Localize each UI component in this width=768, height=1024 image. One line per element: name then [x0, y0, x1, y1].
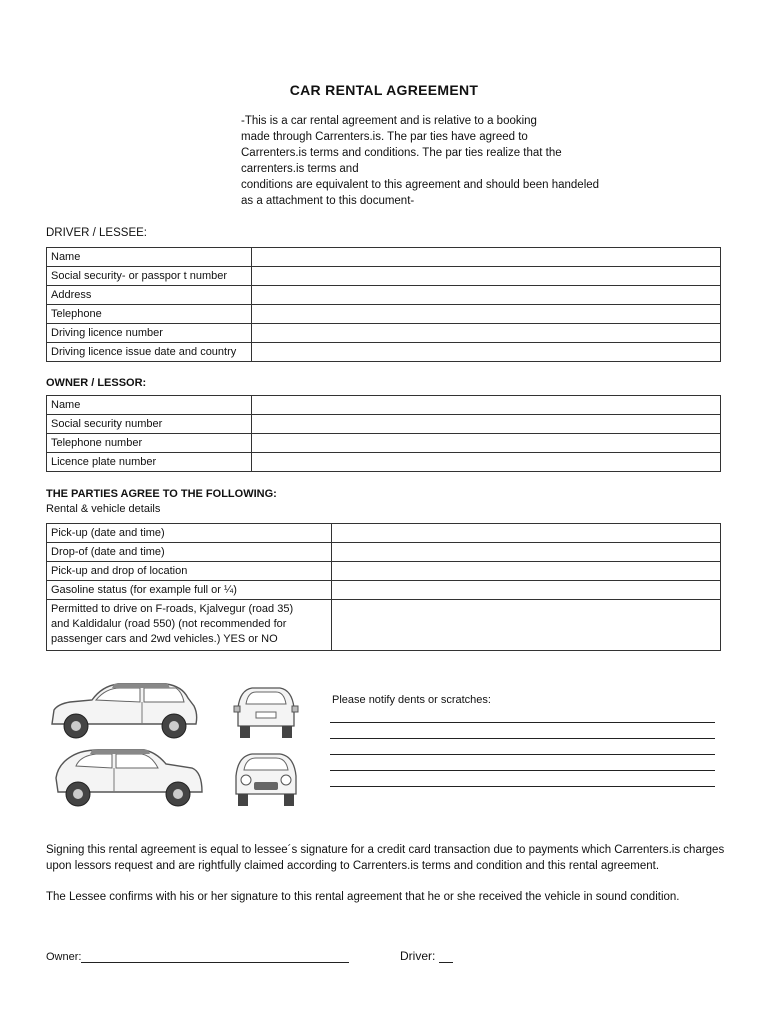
owner-heading: OWNER / LESSOR:	[46, 377, 147, 389]
driver-telephone-field[interactable]	[252, 305, 721, 324]
table-row	[47, 343, 721, 362]
field-label: Gasoline status (for example full or ¼)	[47, 581, 332, 600]
car-rear-icon	[232, 686, 300, 740]
table-row	[47, 267, 721, 286]
agreement-subheading: Rental & vehicle details	[46, 503, 161, 515]
table-row	[47, 434, 721, 453]
intro-line: made through Carrenters.is. The par ties have agreed to	[241, 131, 528, 143]
owner-name-field[interactable]	[252, 396, 721, 415]
field-label: Pick-up (date and time)	[47, 524, 332, 543]
field-label: Address	[47, 286, 252, 305]
field-label: Name	[47, 396, 252, 415]
field-label: Licence plate number	[47, 453, 252, 472]
table-row	[47, 415, 721, 434]
permit-line: passenger cars and 2wd vehicles.) YES or NO	[51, 633, 278, 645]
table-row	[47, 286, 721, 305]
owner-signature-label: Owner:	[46, 951, 82, 963]
driver-signature	[400, 949, 453, 963]
table-row	[47, 543, 721, 562]
field-label: Telephone number	[47, 434, 252, 453]
field-label: Name	[47, 248, 252, 267]
owner-plate-field[interactable]	[252, 453, 721, 472]
driver-signature-label: Driver:	[400, 949, 436, 963]
table-row	[47, 324, 721, 343]
car-side-right-icon	[48, 680, 200, 744]
intro-line: as a attachment to this document-	[241, 195, 415, 207]
permit-line: and Kaldidalur (road 550) (not recommended for	[51, 618, 287, 630]
paragraph-line: Signing this rental agreement is equal to lessee´s signature for a credit card transaction due to payments which Carrenters.is charges	[46, 844, 725, 856]
pickup-field[interactable]	[332, 524, 721, 543]
document-title: CAR RENTAL AGREEMENT	[289, 82, 479, 98]
gasoline-field[interactable]	[332, 581, 721, 600]
intro-line: Carrenters.is terms and conditions. The par ties realize that the	[241, 147, 562, 159]
table-row	[47, 581, 721, 600]
field-label	[47, 600, 332, 651]
owner-telephone-field[interactable]	[252, 434, 721, 453]
damage-notes-line-3[interactable]	[330, 754, 715, 755]
owner-table	[46, 395, 721, 472]
vehicle-condition-paragraph: The Lessee confirms with his or her signature to this rental agreement that he or she received the vehicle in sound condition.	[46, 891, 680, 903]
field-label: Driving licence number	[47, 324, 252, 343]
damage-notes-line-1[interactable]	[330, 722, 715, 723]
paragraph-line: upon lessors request and are rightfully claimed according to Carrenters.is terms and condition and this rental agreement.	[46, 860, 660, 872]
owner-signature-line[interactable]	[81, 950, 349, 963]
intro-line: conditions are equivalent to this agreement and should been handeled	[241, 179, 600, 191]
driver-signature-line[interactable]	[439, 950, 453, 963]
driver-id-field[interactable]	[252, 267, 721, 286]
field-label: Telephone	[47, 305, 252, 324]
agreement-heading: THE PARTIES AGREE TO THE FOLLOWING:	[46, 488, 277, 500]
damage-notes-line-4[interactable]	[330, 770, 715, 771]
f-roads-permit-field[interactable]	[332, 600, 721, 651]
table-row	[47, 453, 721, 472]
field-label: Drop-of (date and time)	[47, 543, 332, 562]
table-row	[47, 305, 721, 324]
driver-heading: DRIVER / LESSEE:	[46, 227, 147, 239]
owner-ssn-field[interactable]	[252, 415, 721, 434]
driver-licence-issue-field[interactable]	[252, 343, 721, 362]
field-label: Pick-up and drop of location	[47, 562, 332, 581]
intro-text	[241, 113, 601, 209]
table-row	[47, 248, 721, 267]
field-label: Social security- or passpor t number	[47, 267, 252, 286]
table-row	[47, 562, 721, 581]
driver-address-field[interactable]	[252, 286, 721, 305]
damage-notes-line-5[interactable]	[330, 786, 715, 787]
intro-line: -This is a car rental agreement and is relative to a booking	[241, 115, 537, 127]
location-field[interactable]	[332, 562, 721, 581]
owner-signature	[46, 950, 349, 963]
driver-table	[46, 247, 721, 362]
damage-prompt: Please notify dents or scratches:	[332, 694, 491, 706]
table-row	[47, 524, 721, 543]
dropoff-field[interactable]	[332, 543, 721, 562]
field-label: Driving licence issue date and country	[47, 343, 252, 362]
rental-details-table	[46, 523, 721, 651]
driver-name-field[interactable]	[252, 248, 721, 267]
field-label: Social security number	[47, 415, 252, 434]
driver-licence-field[interactable]	[252, 324, 721, 343]
car-side-left-icon	[52, 748, 206, 808]
signature-terms-paragraph	[46, 842, 726, 874]
damage-notes-line-2[interactable]	[330, 738, 715, 739]
table-row	[47, 600, 721, 651]
table-row	[47, 396, 721, 415]
car-front-icon	[230, 752, 302, 808]
permit-line: Permitted to drive on F-roads, Kjalvegur (road 35)	[51, 603, 294, 615]
intro-line: carrenters.is terms and	[241, 163, 359, 175]
